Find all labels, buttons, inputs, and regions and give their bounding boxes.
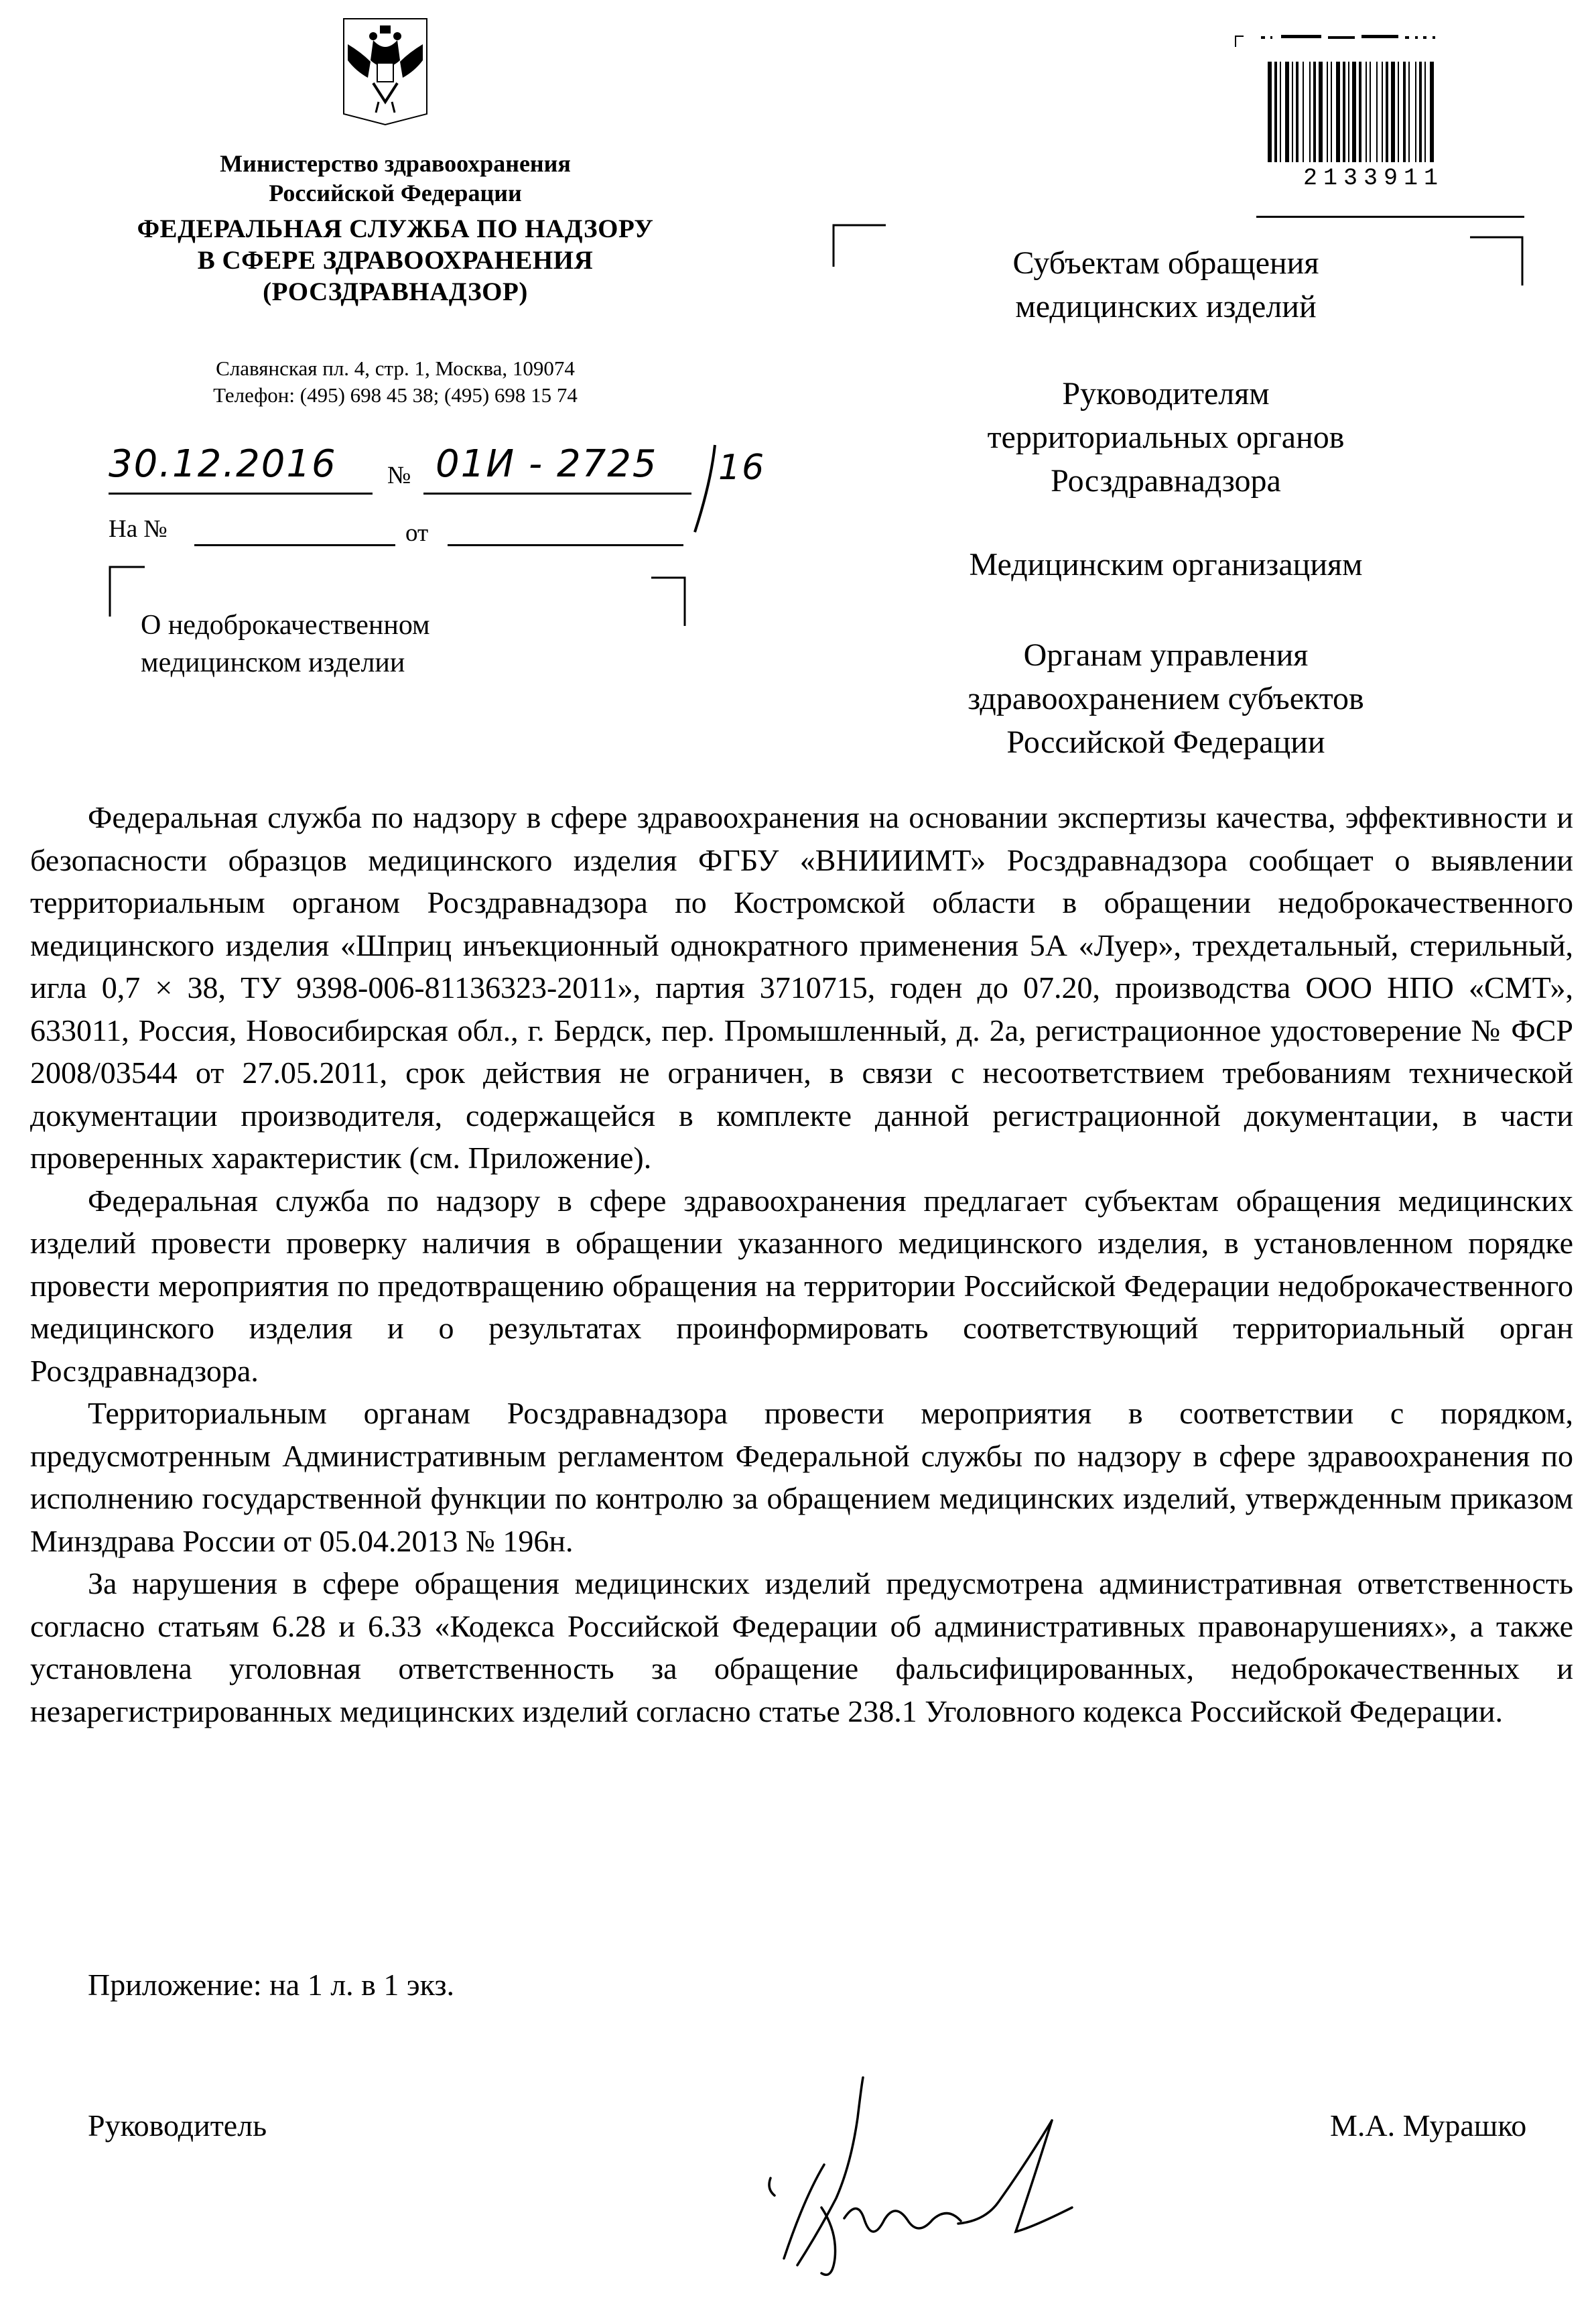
barcode-bar: [1336, 62, 1340, 162]
barcode-bar: [1319, 62, 1323, 162]
barcode-bar: [1268, 62, 1272, 162]
body-paragraph: Территориальным органам Росздравнадзора провести мероприятия в соответствии с порядком, предусмотренным Административным регламентом Федеральной службы по надзору в сфере здравоохранения по исполнению государственной функции по контролю за обращением медицинских изделий, утвержденным приказом Минздрава России от 05.04.2013 № 196н.: [30, 1396, 1573, 1558]
barcode-bar: [1430, 62, 1434, 162]
reply-date-line: [448, 544, 683, 546]
barcode-bar: [1303, 62, 1304, 162]
barcode-bar: [1403, 62, 1406, 162]
body-paragraph: Федеральная служба по надзору в сфере здравоохранения на основании экспертизы качества, эффективности и безопасности образцов медицинского изделия ФГБУ «ВНИИИМТ» Росздравнадзора сообщает о выявлении территориальным органом Росздравнадзора по Костромской области в обращении недоброкачественного медицинского изделия «Шприц инъекционный однократного применения 5А «Луер», трехдетальный, стерильный, игла 0,7 × 38, ТУ 9398-006-81136323-2011», партия 3710715, годен до 07.20, производства ООО НПО «СМТ», 633011, Россия, Новосибирская обл., г. Бердск, пер. Промышленный, д. 2а, регистрационное удостоверение № ФСР 2008/03544 от 27.05.2011, срок действия не ограничен, в связи с несоответствием требованиям технической документации производителя, содержащейся в комплекте данной регистрационной документации, в части проверенных характеристик (см. Приложение).: [30, 800, 1573, 1175]
signer-name: М.А. Мурашко: [1330, 2108, 1527, 2143]
appendix-note: Приложение: на 1 л. в 1 экз.: [88, 1968, 455, 2002]
body-paragraph: За нарушения в сфере обращения медицинских изделий предусмотрена административная ответственность согласно статьям 6.28 и 6.33 «Кодекса Российской Федерации об административных правонарушениях», а также установлена уголовная ответственность за обращение фальсифицированных, недоброкачественных и незарегистрированных медицинских изделий согласно статье 238.1 Уголовного кодекса Российской Федерации.: [30, 1566, 1573, 1728]
recipients-bracket-right: [1467, 235, 1528, 288]
outgoing-number: 01И - 2725: [436, 442, 658, 486]
handwritten-signature: [757, 2064, 1106, 2292]
barcode-bar: [1415, 62, 1416, 162]
barcode-bar: [1391, 62, 1395, 162]
barcode-number: 2133911: [1303, 165, 1445, 192]
recipient-block: Органам управления здравоохранением субъектов Российской Федерации: [968, 637, 1364, 760]
reply-number-line: [194, 544, 395, 546]
barcode-bar: [1280, 62, 1281, 162]
recipient-block: Субъектам обращения медицинских изделий: [1012, 245, 1319, 324]
body-paragraph: Федеральная служба по надзору в сфере здравоохранения предлагает субъектам обращения медицинских изделий провести проверку наличия в обращении указанного медицинского изделия, в установленном порядке провести мероприятия по предотвращению обращения на территории Российской Федерации недоброкачественного медицинского изделия и о результатах проинформировать соответствующий территориальный орган Росздравнадзора.: [30, 1183, 1573, 1388]
signer-title: Руководитель: [88, 2108, 267, 2143]
date-underline: [109, 493, 373, 495]
barcode-bar: [1285, 62, 1289, 162]
barcode-bar: [1382, 62, 1383, 162]
barcode-bar: [1359, 62, 1361, 162]
barcode-bar: [1274, 62, 1277, 162]
reply-number-label: На №: [109, 515, 168, 543]
barcode-bar: [1370, 62, 1371, 162]
barcode: [1268, 62, 1477, 162]
barcode-bar: [1352, 62, 1356, 162]
number-label: №: [387, 462, 411, 489]
barcode-bar: [1292, 62, 1293, 162]
address: Славянская пл. 4, стр. 1, Москва, 109074: [216, 357, 575, 380]
double-headed-eagle-icon: [338, 13, 432, 127]
reply-date-label: от: [405, 519, 429, 547]
barcode-bar: [1386, 62, 1388, 162]
subject-bracket-right: [649, 575, 689, 629]
barcode-bar: [1296, 62, 1299, 162]
barcode-bar: [1313, 62, 1316, 162]
barcode-bar: [1398, 62, 1399, 162]
barcode-bar: [1419, 62, 1422, 162]
barcode-header-marks: [1234, 28, 1475, 48]
phone: Телефон: (495) 698 45 38; (495) 698 15 74: [213, 383, 578, 407]
barcode-bar: [1327, 62, 1328, 162]
barcode-bar: [1376, 62, 1378, 162]
number-underline: [423, 493, 691, 495]
outgoing-date: 30.12.2016: [109, 442, 337, 486]
letter-subject: О недоброкачественном медицинском изделии: [141, 610, 430, 678]
barcode-bar: [1348, 62, 1349, 162]
barcode-bar: [1424, 62, 1426, 162]
letter-body: [30, 796, 1573, 1732]
service-name: ФЕДЕРАЛЬНАЯ СЛУЖБА ПО НАДЗОРУ В СФЕРЕ ЗДРАВООХРАНЕНИЯ (РОСЗДРАВНАДЗОР): [137, 214, 654, 306]
recipient-block: Медицинским организациям: [969, 547, 1363, 582]
barcode-bar: [1343, 62, 1345, 162]
ministry-name: Министерство здравоохранения Российской Федерации: [220, 150, 571, 206]
barcode-rule: [1256, 216, 1524, 218]
barcode-bar: [1331, 62, 1332, 162]
recipients-bracket-left: [831, 222, 891, 269]
recipient-block: Руководителям территориальных органов Росздравнадзора: [987, 376, 1345, 499]
barcode-bar: [1309, 62, 1311, 162]
outgoing-number-suffix: 16: [718, 448, 766, 488]
barcode-bar: [1408, 62, 1410, 162]
barcode-bar: [1366, 62, 1367, 162]
